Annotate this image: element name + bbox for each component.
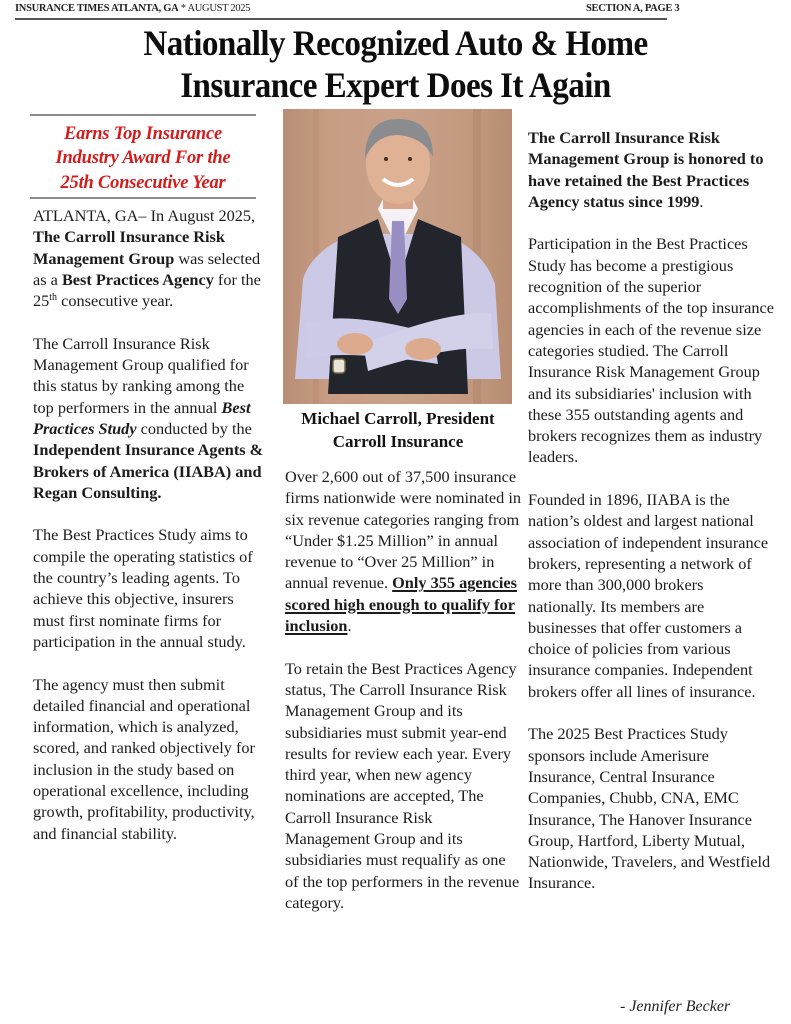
masthead-publication: [15, 3, 250, 14]
paragraph: The Best Practices Study aims to compile the operating statistics of the country’s leading agents. To achieve this objective, insurers must first nominate firms for participation in the annual study.: [33, 525, 253, 651]
headline: [32, 22, 760, 106]
caption-company: Carroll Insurance: [332, 432, 464, 451]
masthead-rule-right: [458, 18, 667, 20]
portrait-photo: [283, 109, 512, 404]
masthead-separator: *: [178, 3, 188, 14]
photo-caption: [270, 407, 526, 453]
paragraph: To retain the Best Practices Agency status, The Carroll Insurance Risk Management Group and its subsidiaries must submit year-end results for review each year. Every third year, when new agency nominations are accepted, The Carroll Insurance Risk Management Group and its subsidiaries must requalify as one of the top performers in the revenue category.: [285, 658, 520, 912]
subheadline: [30, 116, 256, 198]
subheadline-line-3: 25th Consecutive Year: [60, 172, 226, 193]
paragraph: The Carroll Insurance Risk Management Group qualified for this status by ranking among the top performers in the annual Best Practices Study conducted by the Independent Insurance Agents & Brokers of America (IIABA) and Regan Consulting.: [33, 333, 264, 502]
caption-name-title: Michael Carroll, President: [301, 409, 495, 428]
paragraph: Participation in the Best Practices Study has become a prestigious recognition of the superior accomplishments of the top insurance agencies in each of the revenue size categories studied. The Carroll Insurance Risk Management Group and its subsidiaries' inclusion with these 355 outstanding agents and brokers recognizes them as industry leaders.: [528, 234, 774, 467]
subheadline-line-1: Earns Top Insurance: [64, 123, 222, 144]
subheadline-bottom-rule: [30, 197, 256, 199]
paragraph: ATLANTA, GA– In August 2025, The Carroll Insurance Risk Management Group was selected as a Best Practices Agency for the 25th consecutive year.: [33, 206, 261, 311]
headline-line-2: Insurance Expert Does It Again: [180, 65, 611, 105]
paragraph: Founded in 1896, IIABA is the nation’s oldest and largest national association of independent insurance brokers, representing a network of more than 300,000 brokers nationally. Its members are businesses that offer customers a choice of policies from various insurance companies. Independent brokers offer all lines of insurance.: [528, 490, 769, 701]
paragraph: The 2025 Best Practices Study sponsors include Amerisure Insurance, Central Insurance Companies, Chubb, CNA, EMC Insurance, The Hanover Insurance Group, Hartford, Liberty Mutual, Nationwide, Travelers, and Westfield Insurance.: [528, 724, 771, 893]
masthead-rule: [15, 18, 458, 20]
paragraph: The agency must then submit detailed financial and operational information, which is analyzed, scored, and ranked objectively for inclusion in the study based on operational excellence, including growth, profitability, productivity, and financial stability.: [33, 674, 255, 843]
article-column-2: [285, 466, 521, 935]
paragraph: Over 2,600 out of 37,500 insurance firms nationwide were nominated in six revenue categories ranging from “Under $1.25 Million” in annual revenue to “Over 25 Million” in annual revenue. Only 355 agencies scored high enough to qualify for inclusion.: [285, 467, 522, 636]
article-column-3: [528, 127, 774, 915]
subheadline-line-2: Industry Award For the: [55, 148, 231, 168]
headline-line-1: Nationally Recognized Auto & Home: [143, 23, 648, 63]
section-page-label: SECTION A, PAGE 3: [586, 3, 680, 14]
author-byline: - Jennifer Becker: [620, 998, 731, 1015]
publication-name: INSURANCE TIMES ATLANTA, GA: [15, 3, 179, 14]
issue-date: AUGUST 2025: [187, 3, 251, 14]
article-column-1: [33, 205, 265, 865]
paragraph: The Carroll Insurance Risk Management Group is honored to have retained the Best Practices Agency status since 1999.: [528, 128, 764, 211]
portrait-illustration: [283, 109, 512, 404]
subheadline-box: [30, 114, 256, 199]
highlighted-statement: Only 355 agencies scored high enough to qualify for inclusion: [285, 573, 517, 636]
